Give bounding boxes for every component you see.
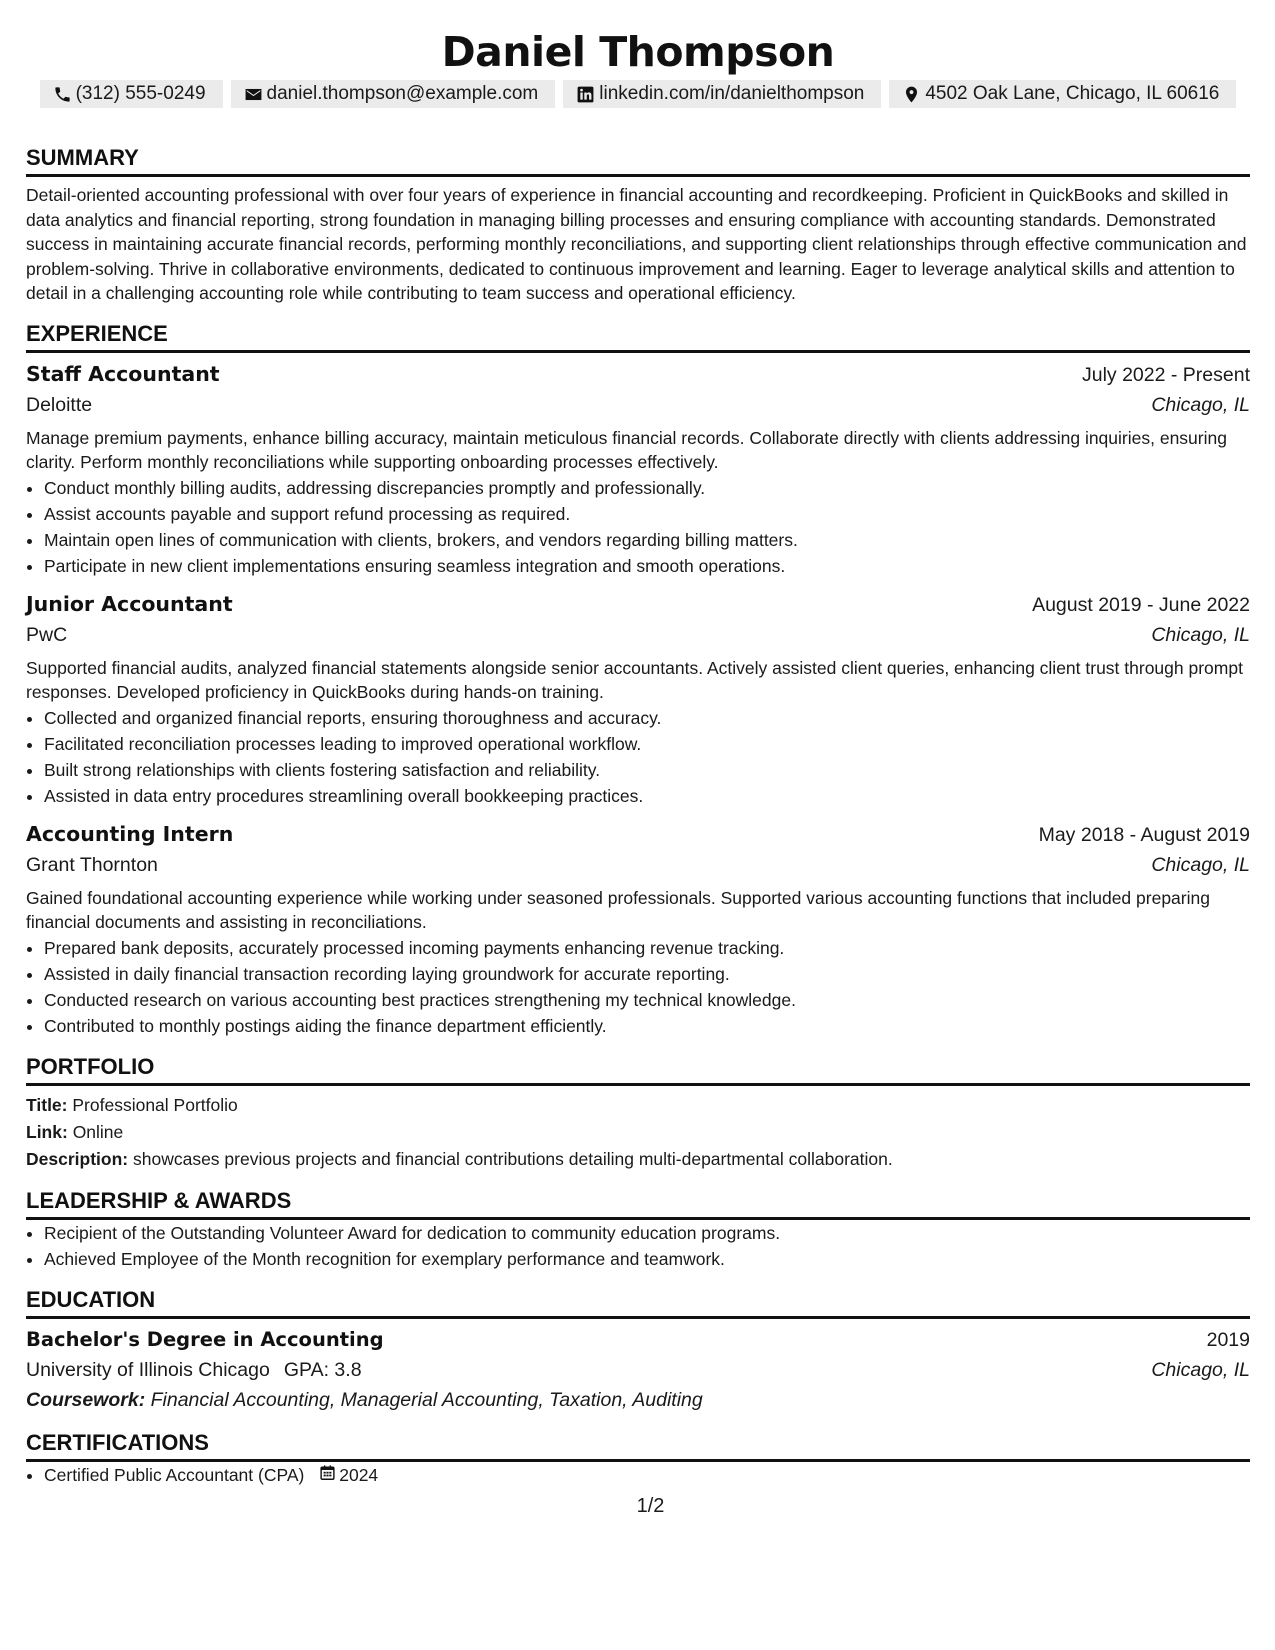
list-item: • Assisted in daily financial transaction recording laying groundwork for accurate reporting. <box>44 961 1250 987</box>
job-bullets <box>26 935 1250 1039</box>
summary-text: Detail-oriented accounting professional with over four years of experience in financial accounting and recordkeeping. Proficient in QuickBooks and skilled in data analytics and financial reporting, strong foundation in managing billing processes and ensuring compliance with accounting standards. Demonstrated success in maintaining accurate financial records, performing monthly reconciliations, and supporting client relationships through effective communication and problem-solving. Thrive in collaborative environments, dedicated to continuous improvement and learning. Eager to leverage analytical skills and attention to detail in a challenging accounting role while contributing to team success and operational efficiency. <box>26 185 1247 303</box>
coursework-value: Financial Accounting, Managerial Accounting, Taxation, Auditing <box>150 1388 703 1411</box>
list-item: • Built strong relationships with clients fostering satisfaction and reliability. <box>44 757 1250 783</box>
list-item: • Assisted in data entry procedures streamlining overall bookkeeping practices. <box>44 783 1250 809</box>
list-item: • Contributed to monthly postings aiding the finance department efficiently. <box>44 1013 1250 1039</box>
list-item: • Facilitated reconciliation processes leading to improved operational workflow. <box>44 731 1250 757</box>
education-year: 2019 <box>1206 1328 1250 1351</box>
contact-address <box>889 80 1236 108</box>
job-role: Junior Accountant <box>26 591 233 616</box>
education-heading: EDUCATION <box>26 1286 1250 1319</box>
certification-year: 2024 <box>339 1464 379 1485</box>
resume-page <box>26 0 1250 1488</box>
job-role: Accounting Intern <box>26 821 234 846</box>
portfolio-link-label: Link: <box>26 1121 68 1142</box>
job-company: Grant Thornton <box>26 853 158 876</box>
job-entry <box>26 589 1250 809</box>
job-bullets <box>26 705 1250 809</box>
job-description: Gained foundational accounting experience while working under seasoned professionals. Supported various accounting functions that included preparing financial documents and assisting in reconciliations. <box>26 887 1210 932</box>
portfolio-heading: PORTFOLIO <box>26 1053 1250 1086</box>
job-dates: August 2019 - June 2022 <box>1032 593 1250 616</box>
job-location: Chicago, IL <box>1151 853 1250 876</box>
education-school: University of Illinois Chicago <box>26 1358 270 1381</box>
calendar-icon <box>319 1462 336 1488</box>
job-dates: May 2018 - August 2019 <box>1038 823 1250 846</box>
experience-heading: EXPERIENCE <box>26 320 1250 353</box>
job-company: PwC <box>26 623 68 646</box>
job-location: Chicago, IL <box>1151 623 1250 646</box>
portfolio-title-value: Professional Portfolio <box>72 1094 238 1115</box>
list-item: • Participate in new client implementations ensuring seamless integration and smooth operations. <box>44 553 1250 579</box>
portfolio-block <box>26 1092 1250 1173</box>
portfolio-description-label: Description: <box>26 1148 129 1169</box>
list-item: • Achieved Employee of the Month recognition for exemplary performance and teamwork. <box>44 1246 1250 1272</box>
portfolio-description-value: showcases previous projects and financial contributions detailing multi-departmental collaboration. <box>132 1148 893 1169</box>
contact-email-text: daniel.thompson@example.com <box>266 83 539 104</box>
education-degree: Bachelor's Degree in Accounting <box>26 1327 384 1351</box>
list-item <box>44 1462 1250 1488</box>
contact-linkedin[interactable] <box>563 80 881 108</box>
job-description: Manage premium payments, enhance billing accuracy, maintain meticulous financial records. Collaborate directly with clients addressing inquiries, ensuring clarity. Perform monthly reconciliations while supporting onboarding processes effectively. <box>26 427 1227 472</box>
envelope-icon <box>244 85 263 104</box>
education-coursework <box>26 1385 1250 1415</box>
list-item: • Prepared bank deposits, accurately processed incoming payments enhancing revenue tracking. <box>44 935 1250 961</box>
coursework-label: Coursework: <box>26 1388 146 1411</box>
education-entry <box>26 1325 1250 1415</box>
job-role: Staff Accountant <box>26 361 220 386</box>
list-item: • Maintain open lines of communication with clients, brokers, and vendors regarding billing matters. <box>44 527 1250 553</box>
certifications-heading: CERTIFICATIONS <box>26 1429 1250 1462</box>
portfolio-link[interactable]: Online <box>72 1121 124 1142</box>
list-item: • Conducted research on various accounting best practices strengthening my technical knowledge. <box>44 987 1250 1013</box>
contact-phone[interactable] <box>40 80 223 108</box>
summary-heading: SUMMARY <box>26 144 1250 177</box>
portfolio-title-label: Title: <box>26 1094 68 1115</box>
linkedin-icon <box>576 85 595 104</box>
leadership-list <box>26 1220 1250 1272</box>
map-marker-icon <box>902 85 921 104</box>
job-company: Deloitte <box>26 393 93 416</box>
job-location: Chicago, IL <box>1151 393 1250 416</box>
phone-icon <box>53 85 72 104</box>
job-description: Supported financial audits, analyzed financial statements alongside senior accountants. Actively assisted client queries, enhancing client trust through prompt responses. Developed proficiency in QuickBooks during hands-on training. <box>26 657 1243 702</box>
contact-bar <box>26 80 1250 108</box>
list-item: • Conduct monthly billing audits, addressing discrepancies promptly and professionally. <box>44 475 1250 501</box>
education-location: Chicago, IL <box>1151 1358 1250 1381</box>
candidate-name: Daniel Thompson <box>441 28 835 76</box>
leadership-heading: LEADERSHIP & AWARDS <box>26 1187 1250 1220</box>
contact-phone-text: (312) 555-0249 <box>75 83 206 104</box>
certification-date <box>319 1462 378 1488</box>
certification-name: Certified Public Accountant (CPA) <box>44 1464 305 1485</box>
list-item: • Collected and organized financial reports, ensuring thoroughness and accuracy. <box>44 705 1250 731</box>
job-bullets <box>26 475 1250 579</box>
job-entry <box>26 819 1250 1039</box>
job-dates: July 2022 - Present <box>1081 363 1250 386</box>
list-item: • Assist accounts payable and support refund processing as required. <box>44 501 1250 527</box>
page-number: 1/2 <box>636 1495 665 1517</box>
list-item: • Recipient of the Outstanding Volunteer Award for dedication to community education programs. <box>44 1220 1250 1246</box>
certifications-list <box>26 1462 1250 1488</box>
contact-linkedin-text: linkedin.com/in/danielthompson <box>599 83 865 104</box>
contact-address-text: 4502 Oak Lane, Chicago, IL 60616 <box>925 83 1220 104</box>
contact-email[interactable] <box>231 80 556 108</box>
education-gpa: GPA: 3.8 <box>283 1358 362 1381</box>
job-entry <box>26 359 1250 579</box>
